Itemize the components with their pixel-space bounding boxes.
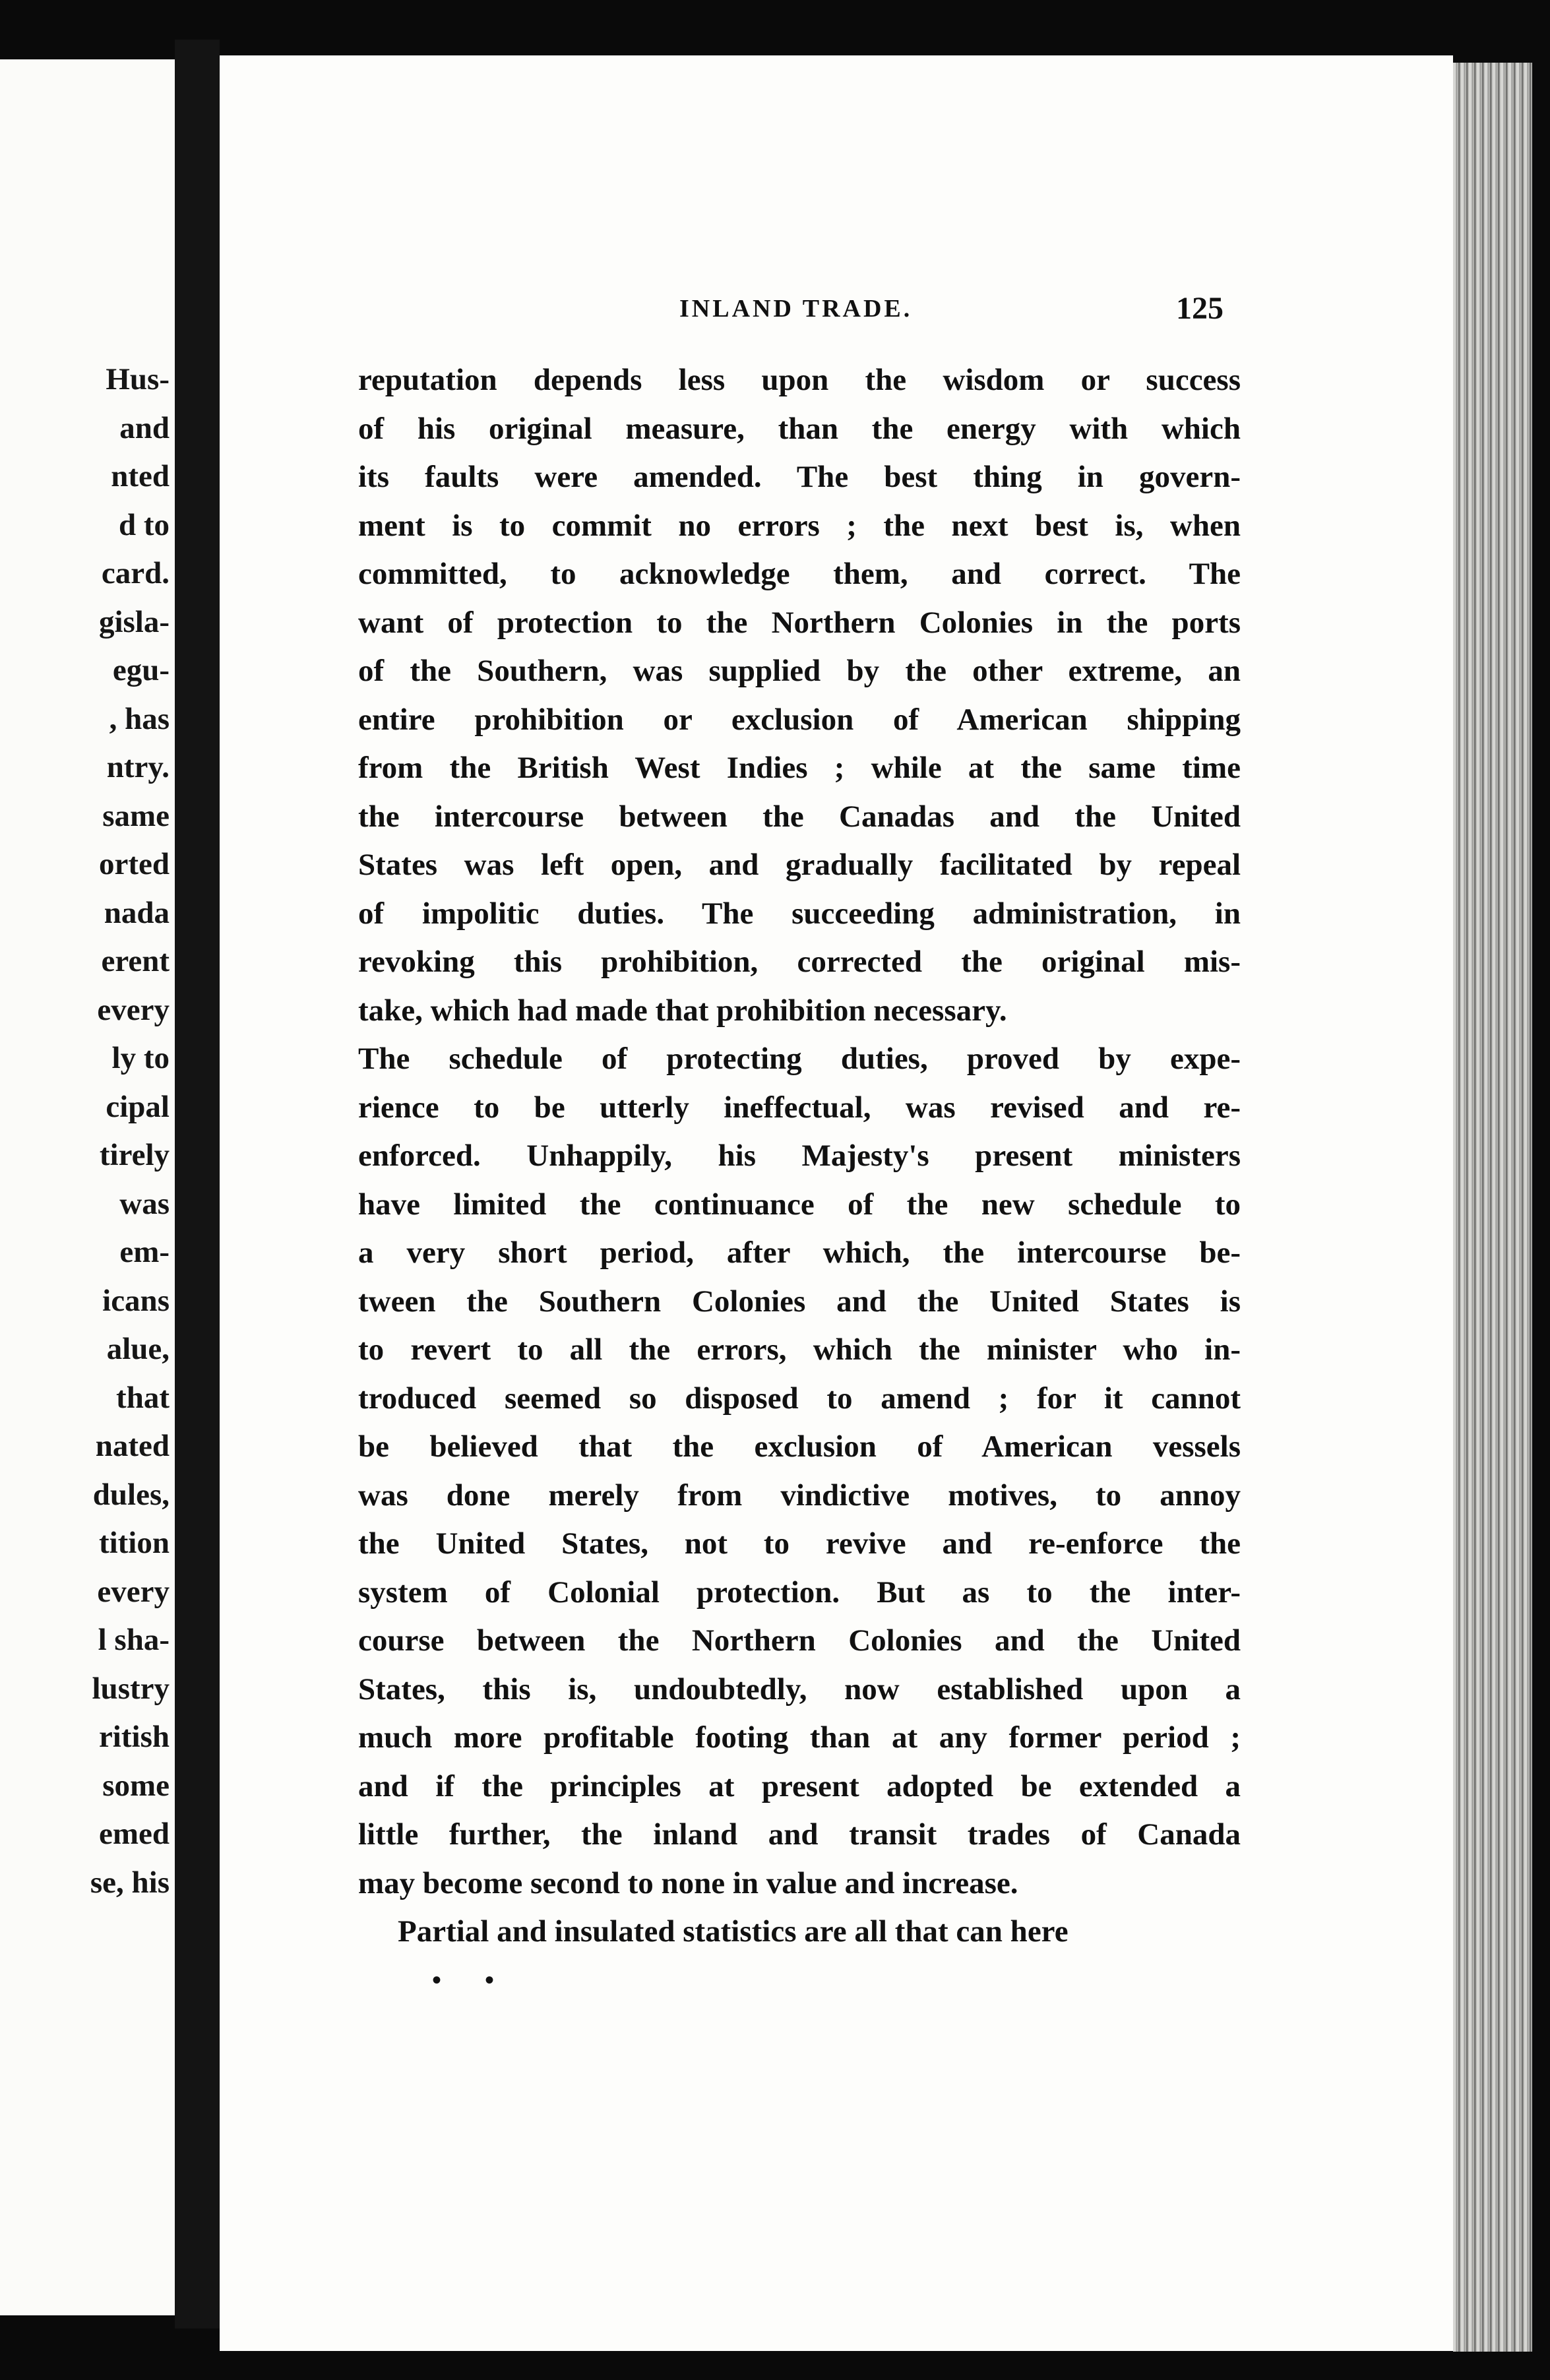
text-line: the United States, not to revive and re-enforce the	[358, 1526, 1241, 1561]
left-page-line-fragment: egu-	[112, 653, 170, 687]
left-page-line-fragment: tition	[98, 1526, 170, 1560]
text-line: troduced seemed so disposed to amend ; for it cannot	[358, 1381, 1241, 1416]
left-page-line-fragment: orted	[98, 847, 170, 881]
left-page-line-fragment: every	[97, 992, 170, 1027]
left-page-line-fragment: some	[102, 1768, 170, 1803]
text-line: little further, the inland and transit trades of Canada	[358, 1817, 1241, 1852]
text-line: States, this is, undoubtedly, now established upon a	[358, 1672, 1241, 1707]
text-line: system of Colonial protection. But as to the inter-	[358, 1575, 1241, 1610]
left-page-line-fragment: emed	[98, 1817, 170, 1851]
text-line: take, which had made that prohibition necessary.	[358, 993, 1007, 1028]
text-line: its faults were amended. The best thing in govern-	[358, 460, 1241, 494]
left-page-line-fragment: icans	[102, 1283, 170, 1318]
page-edges	[1453, 63, 1532, 2352]
text-line: reputation depends less upon the wisdom or success	[358, 363, 1241, 397]
left-page-line-fragment: lustry	[92, 1671, 170, 1706]
left-page-line-fragment: ritish	[98, 1720, 170, 1754]
left-page-line-fragment: tirely	[99, 1138, 170, 1172]
left-page-line-fragment: nada	[104, 895, 170, 930]
text-line: was done merely from vindictive motives, to annoy	[358, 1478, 1241, 1513]
text-line: ment is to commit no errors ; the next best is, when	[358, 508, 1241, 543]
running-head: INLAND TRADE.	[679, 295, 913, 323]
text-line: to revert to all the errors, which the minister who in-	[358, 1332, 1241, 1367]
page-number: 125	[1176, 291, 1224, 326]
text-line: from the British West Indies ; while at the same time	[358, 751, 1241, 785]
left-page-line-fragment: ly to	[111, 1041, 170, 1075]
left-page-line-fragment: l sha-	[98, 1623, 170, 1657]
text-line: committed, to acknowledge them, and correct. The	[358, 557, 1241, 591]
left-page-line-fragment: that	[116, 1380, 170, 1415]
text-line: a very short period, after which, the intercourse be-	[358, 1236, 1241, 1270]
left-page-line-fragment: nted	[111, 459, 170, 493]
left-page-line-fragment: every	[97, 1574, 170, 1609]
text-line: Partial and insulated statistics are all that can here	[398, 1914, 1069, 1949]
text-line: want of protection to the Northern Colonies in the ports	[358, 605, 1241, 640]
text-line: much more profitable footing than at any former period ;	[358, 1720, 1241, 1755]
left-facing-page	[0, 59, 175, 2315]
text-line: of his original measure, than the energy with which	[358, 411, 1241, 446]
text-line: revoking this prohibition, corrected the original mis-	[358, 945, 1241, 979]
left-page-line-fragment: d to	[118, 507, 170, 542]
left-page-line-fragment: and	[119, 410, 170, 445]
left-page-line-fragment: nated	[95, 1429, 170, 1463]
text-line: the intercourse between the Canadas and the United	[358, 799, 1241, 834]
text-line: States was left open, and gradually facilitated by repeal	[358, 848, 1241, 882]
left-page-line-fragment: same	[102, 798, 170, 833]
left-page-line-fragment: em-	[119, 1235, 170, 1269]
left-page-line-fragment: dules,	[92, 1477, 170, 1512]
text-line: The schedule of protecting duties, proved by expe-	[358, 1042, 1241, 1076]
body-text	[358, 356, 1241, 1957]
left-page-line-fragment: Hus-	[106, 362, 170, 396]
text-line: have limited the continuance of the new schedule to	[358, 1187, 1241, 1222]
text-line: and if the principles at present adopted be extended a	[358, 1769, 1241, 1803]
left-page-line-fragment: erent	[101, 944, 170, 978]
text-line: course between the Northern Colonies and the United	[358, 1623, 1241, 1658]
left-page-line-fragment: was	[119, 1186, 170, 1221]
left-page-line-fragment: gisla-	[98, 604, 170, 639]
text-line: entire prohibition or exclusion of American shipping	[358, 702, 1241, 737]
text-line: enforced. Unhappily, his Majesty's present ministers	[358, 1139, 1241, 1173]
signature-mark: • •	[432, 1965, 513, 1995]
left-page-line-fragment: , has	[109, 701, 170, 736]
book-gutter	[175, 40, 220, 2329]
left-page-line-fragment: alue,	[106, 1332, 170, 1366]
left-page-line-fragment: cipal	[106, 1089, 170, 1124]
text-line: of the Southern, was supplied by the other extreme, an	[358, 654, 1241, 688]
left-page-line-fragment: ntry.	[106, 750, 170, 784]
text-line: of impolitic duties. The succeeding administration, in	[358, 896, 1241, 931]
text-line: rience to be utterly ineffectual, was revised and re-	[358, 1090, 1241, 1125]
left-page-line-fragment: se, his	[90, 1865, 170, 1900]
text-line: may become second to none in value and increase.	[358, 1865, 1018, 1900]
text-line: tween the Southern Colonies and the United States is	[358, 1284, 1241, 1319]
left-page-line-fragment: card.	[101, 556, 170, 590]
text-line: be believed that the exclusion of American vessels	[358, 1429, 1241, 1464]
